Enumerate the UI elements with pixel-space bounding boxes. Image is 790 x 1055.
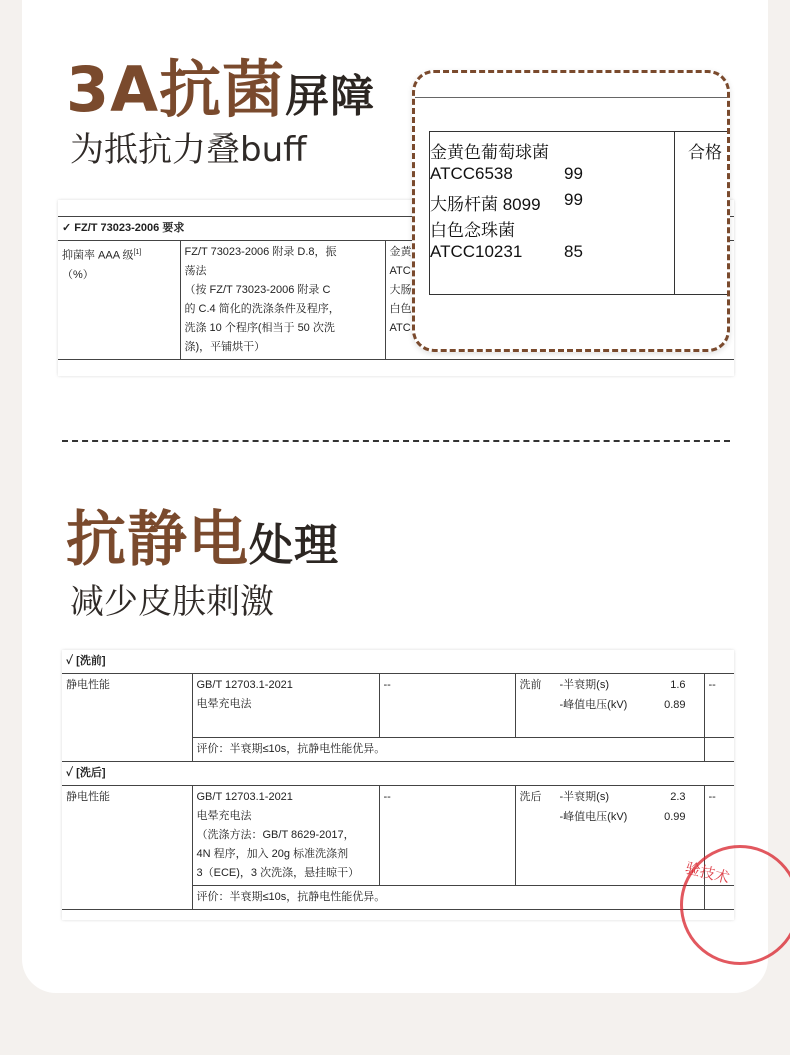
method-line: GB/T 12703.1-2021	[196, 791, 293, 803]
check-icon: ✓	[66, 767, 74, 779]
section-divider	[62, 440, 730, 442]
phase-label: 洗前	[519, 679, 542, 691]
method-line: GB/T 12703.1-2021	[196, 679, 293, 691]
section1-title-rest: 屏障	[285, 71, 376, 122]
zoom-callout	[412, 70, 730, 352]
zoom-column-divider	[674, 132, 675, 294]
result-line: ATC	[389, 265, 411, 277]
item-label: 静电性能	[66, 791, 110, 803]
after-header-row	[62, 762, 734, 786]
zoom-bacteria-1: 金黄色葡萄球菌	[430, 143, 549, 162]
evaluation-text: 评价：半衰期≤10s，抗静电性能优异。	[196, 743, 386, 755]
method-line: 3（ECE)，3 次洗涤，悬挂晾干）	[196, 867, 360, 879]
method-line: 的 C.4 简化的洗涤条件及程序，	[184, 303, 340, 315]
rate-label: 抑菌率 AAA 级	[62, 249, 134, 262]
phase-label: 洗后	[519, 791, 542, 803]
before-label: [洗前]	[76, 655, 106, 667]
dash-cell: --	[383, 679, 391, 691]
antistatic-table	[62, 650, 734, 910]
metric-label: -半衰期(s)	[559, 679, 609, 691]
standard-label: FZ/T 73023-2006 要求	[74, 222, 185, 234]
metric-value: 1.6	[670, 679, 686, 691]
section1-subtitle: 为抵抗力叠buff	[70, 130, 307, 170]
zoom-value-2: 99	[564, 190, 583, 209]
zoom-result: 合格	[688, 143, 722, 162]
metric-value: 0.99	[664, 811, 686, 823]
section2-title-rest: 处理	[249, 520, 339, 571]
dash-cell: --	[383, 791, 391, 803]
section1-title	[66, 40, 375, 129]
section1-title-accent: 3A抗菌	[66, 53, 286, 126]
antistatic-report-image	[62, 650, 734, 920]
metric-value: 2.3	[670, 791, 686, 803]
zoom-value-1: 99	[564, 164, 583, 183]
zoom-top-rule	[415, 97, 727, 98]
table-row	[62, 786, 734, 886]
result-line: 大肠	[389, 284, 412, 296]
method-line: 电晕充电法	[196, 810, 252, 822]
result-line: 金黄	[389, 246, 412, 258]
rate-unit: （%）	[62, 268, 94, 281]
before-header-row	[62, 650, 734, 674]
result-line: 白色	[389, 303, 412, 315]
zoom-table	[429, 131, 729, 295]
method-line: （洗涤方法：GB/T 8629-2017，	[196, 829, 355, 841]
evaluation-text: 评价：半衰期≤10s，抗静电性能优异。	[196, 891, 386, 903]
method-line: 4N 程序，加入 20g 标准洗涤剂	[196, 848, 349, 860]
check-icon: ✓	[62, 222, 72, 234]
zoom-bacteria-3: 白色念珠菌	[430, 221, 515, 240]
zoom-strain-1: ATCC6538	[430, 164, 513, 183]
metric-label: -峰值电压(kV)	[559, 699, 628, 711]
method-line: 电晕充电法	[196, 698, 252, 710]
zoom-strain-3: ATCC10231	[430, 242, 523, 261]
dash-cell: --	[708, 679, 716, 691]
after-label: [洗后]	[76, 767, 106, 779]
metric-label: -峰值电压(kV)	[559, 811, 628, 823]
section2-title-accent: 抗静电	[66, 505, 249, 575]
table-row	[62, 674, 734, 738]
method-line: 荡法	[184, 265, 207, 277]
method-line: 涤)，平铺烘干）	[184, 341, 266, 353]
zoom-value-3: 85	[564, 242, 583, 261]
zoom-bacteria-2: 大肠杆菌 8099	[430, 195, 541, 214]
metric-value: 0.89	[664, 699, 686, 711]
dash-cell: --	[708, 791, 716, 803]
check-icon: ✓	[66, 655, 74, 667]
footnote-mark: [1]	[133, 249, 142, 256]
item-label: 静电性能	[66, 679, 110, 691]
section2-title	[66, 492, 339, 578]
section2-subtitle: 减少皮肤刺激	[70, 582, 274, 622]
method-line: （按 FZ/T 73023-2006 附录 C	[184, 284, 331, 296]
method-line: 洗涤 10 个程序(相当于 50 次洗	[184, 322, 335, 334]
result-line: ATC	[389, 322, 411, 334]
metric-label: -半衰期(s)	[559, 791, 609, 803]
stamp-text: 验技术	[683, 858, 732, 888]
method-line: FZ/T 73023-2006 附录 D.8，振	[184, 246, 337, 258]
